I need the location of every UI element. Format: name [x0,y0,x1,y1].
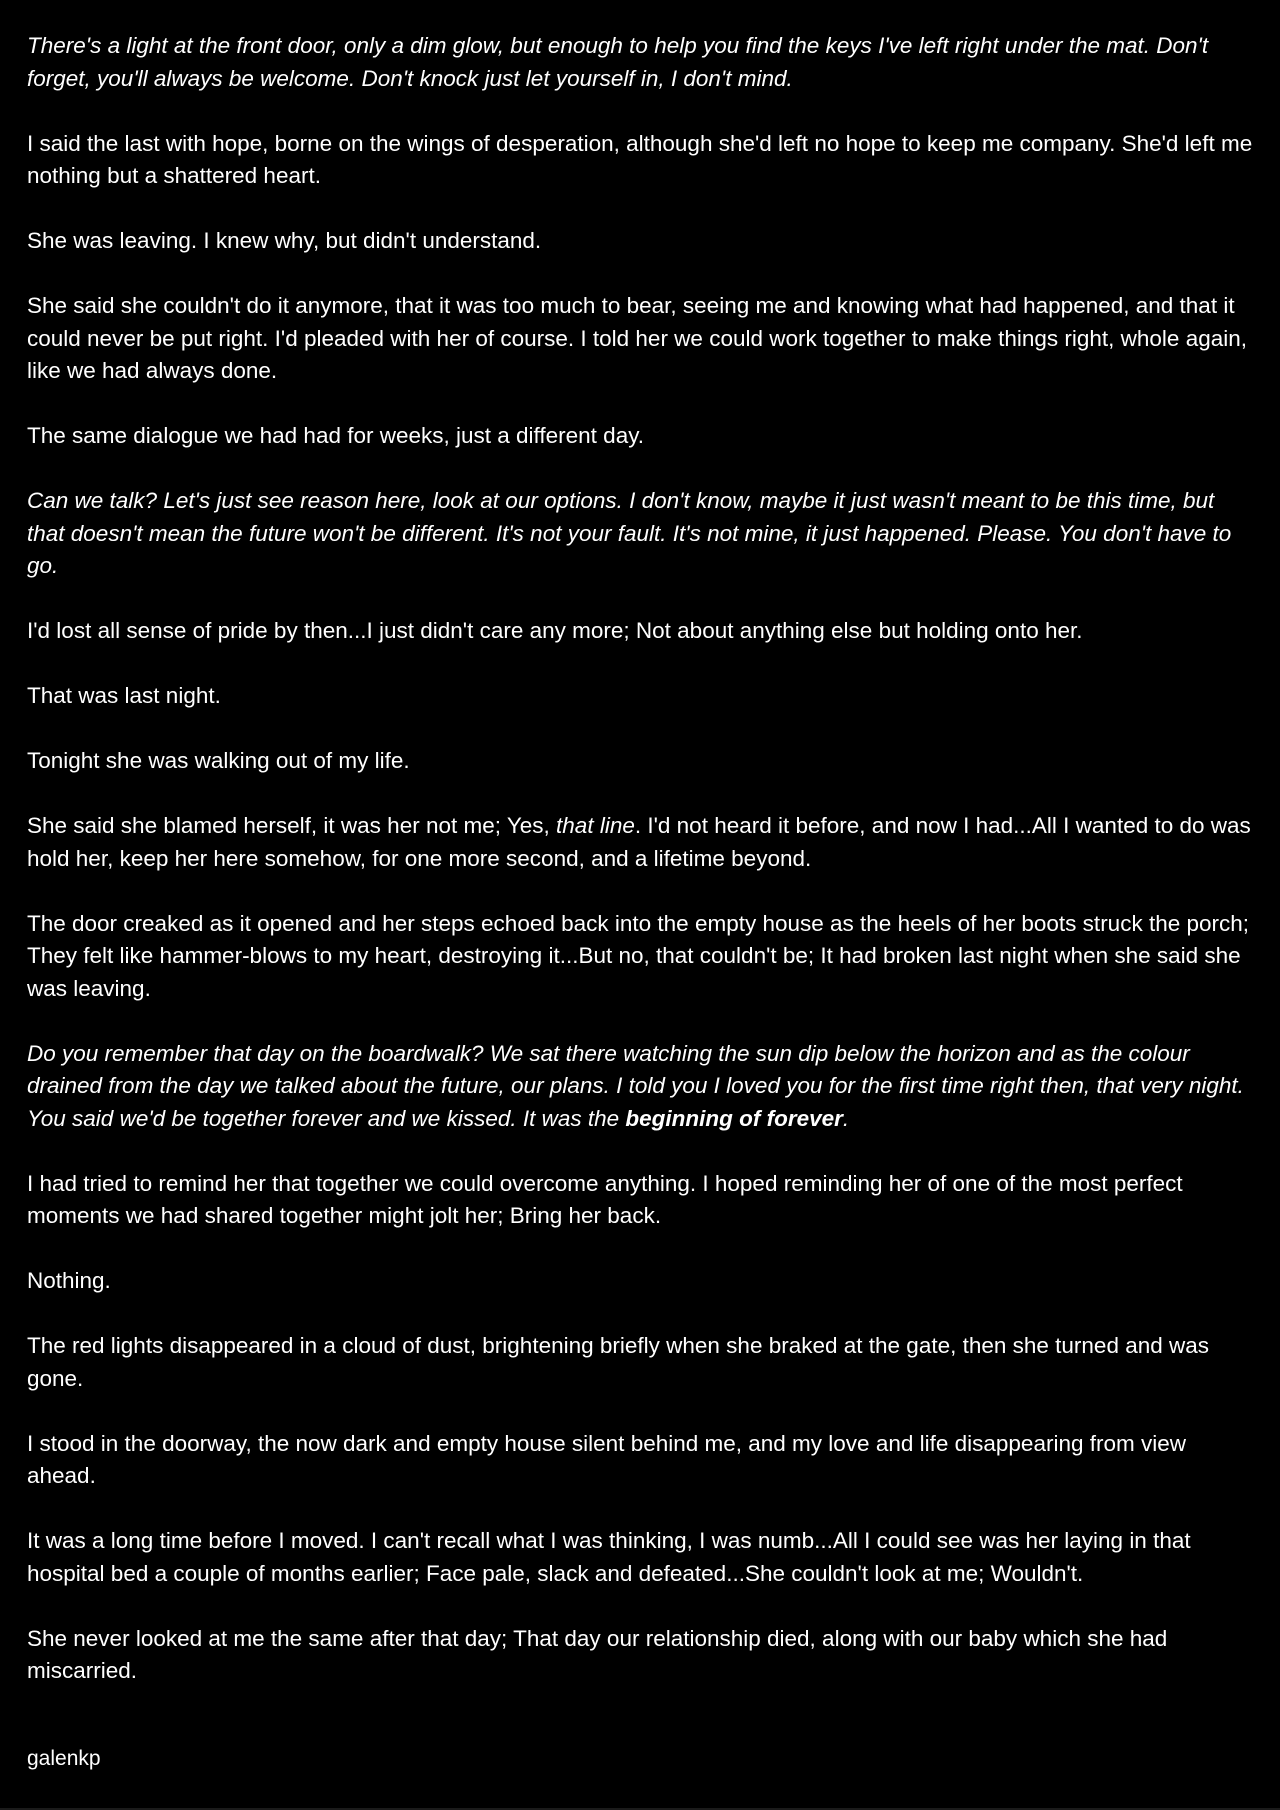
story-text: . [842,1105,850,1131]
story-body [27,30,1253,1720]
story-paragraph: Can we talk? Let's just see reason here, look at our options. I don't know, maybe it just wasn't meant to be this time, but that doesn't mean the future won't be different. It's not your fault. It's not mine, it just happened. Please. You don't have to go. [27,488,1232,578]
bold-text: beginning of forever [625,1105,843,1131]
story-paragraph: She never looked at me the same after that day; That day our relationship died, along with our baby which she had miscarried. [27,1625,1168,1683]
emphasis-text: that line [556,813,635,838]
story-paragraph: I had tried to remind her that together we could overcome anything. I hoped reminding her of one of the most perfect moments we had shared together might jolt her; Bring her back. [27,1170,1183,1228]
story-paragraph: I stood in the doorway, the now dark and empty house silent behind me, and my love and life disappearing from view ahead. [27,1430,1186,1488]
story-text: . I'd not heard it before, and now I had...All I wanted to do was hold her, keep her here somehow, for one more second, and a lifetime beyond. [27,813,1251,871]
story-paragraph: The red lights disappeared in a cloud of dust, brightening briefly when she braked at the gate, then she turned and was gone. [27,1333,1210,1391]
story-text: She said she blamed herself, it was her not me; Yes, [27,813,557,838]
story-paragraph: She said she couldn't do it anymore, that it was too much to bear, seeing me and knowing what had happened, and that it could never be put right. I'd pleaded with her of course. I told her we could work together to make things right, whole again, like we had always done. [27,293,1247,383]
story-text: Do you remember that day on the boardwalk? We sat there watching the sun dip below the horizon and as the colour drained from the day we talked about the future, our plans. I told you I loved you for the first time right then, that very night. You said we'd be together forever and we kissed. It was the [27,1040,1244,1131]
story-paragraph: Tonight she was walking out of my life. [27,748,410,773]
story-paragraph: She was leaving. I knew why, but didn't understand. [27,228,542,253]
story-paragraph [27,1038,1253,1136]
story-paragraph: Nothing. [27,1268,111,1293]
story-paragraph: There's a light at the front door, only a dim glow, but enough to help you find the keys I've left right under the mat. Don't forget, you'll always be welcome. Don't knock just let yourself in, I don't mind. [27,33,1209,91]
story-paragraph: The door creaked as it opened and her steps echoed back into the empty house as the heels of her boots struck the porch; They felt like hammer-blows to my heart, destroying it...But no, that couldn't be; It had broken last night when she said she was leaving. [27,910,1250,1001]
story-paragraph: The same dialogue we had had for weeks, just a different day. [27,423,645,448]
story-paragraph: That was last night. [27,683,221,708]
author-signature: galenkp [27,1747,101,1770]
story-paragraph: I'd lost all sense of pride by then...I just didn't care any more; Not about anything else but holding onto her. [27,618,1083,643]
story-paragraph: I said the last with hope, borne on the wings of desperation, although she'd left no hope to keep me company. She'd left me nothing but a shattered heart. [27,130,1253,188]
story-paragraph [27,810,1253,875]
story-paragraph: It was a long time before I moved. I can't recall what I was thinking, I was numb...All I could see was her laying in that hospital bed a couple of months earlier; Face pale, slack and defeated...She couldn't look at me; Wouldn't. [27,1528,1191,1586]
